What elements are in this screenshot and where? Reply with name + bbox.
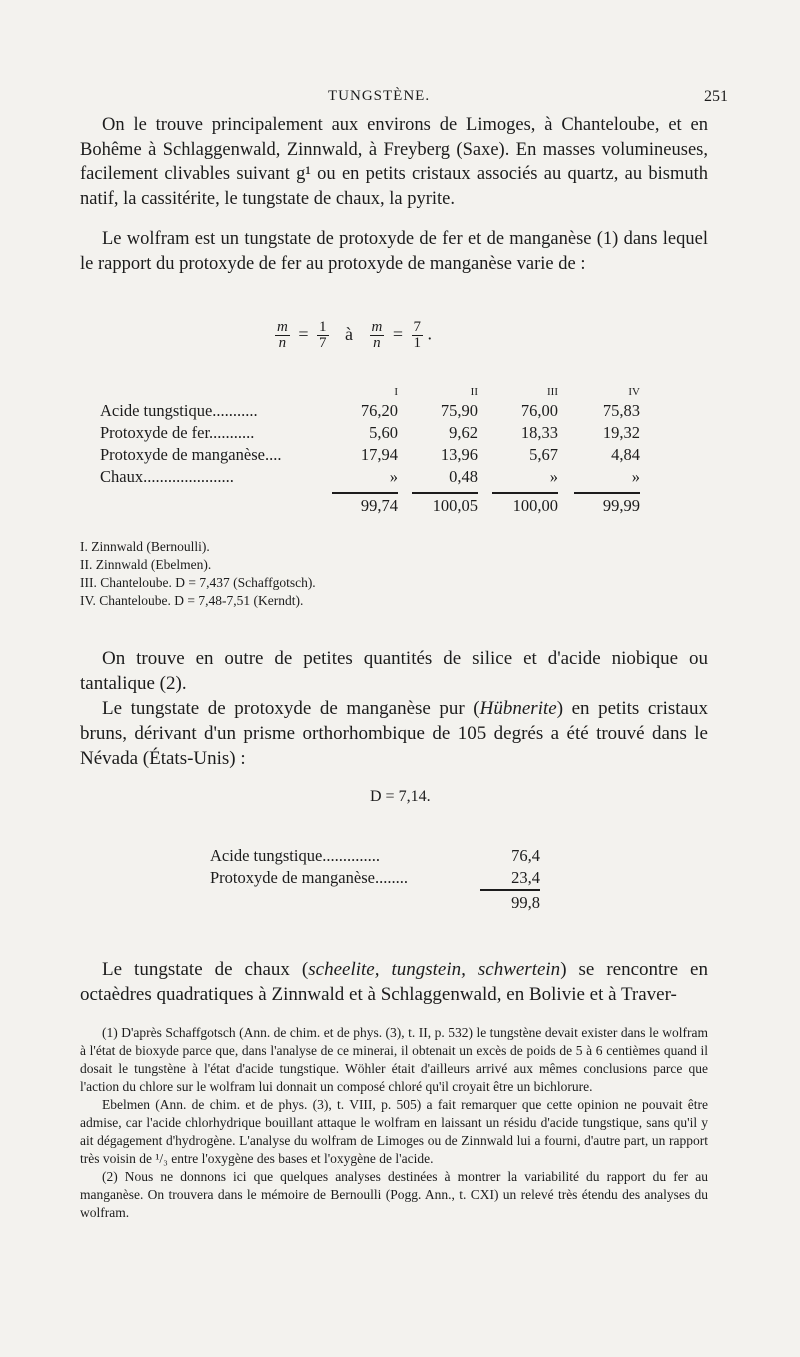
paragraph-text: Le tungstate de protoxyde de manganèse pur (Hübnerite) en petits cristaux bruns, dérivant d'un prisme orthorhombique de 105 degrés a été trouvé dans le Névada (États-Unis) :: [80, 698, 708, 769]
table-total-row: [100, 488, 640, 516]
source-line: IV. Chanteloube. D = 7,48-7,51 (Kerndt).: [80, 593, 304, 608]
ratio-formula: $\frac{m}{n}$ = $\frac{1}{7}$ à $\frac{m}{n}$ = $\frac{7}{1}$ .: [277, 319, 432, 351]
total-cell: 100,05: [412, 492, 478, 516]
table-row: [100, 422, 640, 444]
total-cell: 100,00: [492, 492, 558, 516]
source-line: I. Zinnwald (Bernoulli).: [80, 539, 210, 554]
total-cell: 99,74: [332, 492, 398, 516]
wolfram-analyses-table: [100, 384, 640, 516]
fraction-m-over-n: $\frac{m}{n}$: [371, 319, 383, 351]
table-cell: 19,32: [602, 423, 640, 442]
table-cell: 75,90: [440, 401, 478, 420]
table-row: [210, 867, 540, 889]
table-cell: 17,94: [360, 445, 398, 464]
formula-connector: à: [345, 323, 353, 344]
table-cell: 13,96: [440, 445, 478, 464]
table-cell: 18,33: [520, 423, 558, 442]
footnote: (2) Nous ne donnons ici que quelques analyses destinées à montrer la variabilité du rapport du fer au manganèse. On trouvera dans le mémoire de Bernoulli (Pogg. Ann., t. CXI) un relevé très étendu des analyses du wolfram.: [80, 1169, 708, 1220]
footnote: (1) D'après Schaffgotsch (Ann. de chim. et de phys. (3), t. II, p. 532) le tungstène devait exister dans le wolfram à l'état de bioxyde parce que, dans l'analyse de ce minerai, il obtenait un excès de poids de 5 à 6 centièmes quand il dosait le tungstène à l'état d'acide tungstique. Wöhler était d'ailleurs arrivé aux mêmes conclusions parce que l'action du chlore sur le wolfram lui donnait un composé chloré qu'il croyait être un bichlorure.: [80, 1025, 708, 1094]
paragraph-text: Le tungstate de chaux (scheelite, tungstein, schwertein) se rencontre en octaèdres quadratiques à Zinnwald et à Schlaggenwald, en Bolivie et à Traver-: [80, 959, 708, 1005]
analysis-sources: [80, 538, 316, 610]
footnote: Ebelmen (Ann. de chim. et de phys. (3), t. VIII, p. 505) a fait remarquer que cette opinion ne pouvait être admise, car l'acide chlorhydrique bouillant attaque le wolfram en laissant un résidu d'acide tungstique, sans qu'il y ait dégagement d'hydrogène. L'analyse du wolfram de Limoges ou de Zinnwald lui a fourni, d'autre part, un rapport très voisin de ¹/₃ entre l'oxygène des bases et l'oxygène de l'acide.: [80, 1097, 708, 1166]
running-head-title: TUNGSTÈNE.: [328, 88, 431, 104]
paragraph-scheelite: [80, 957, 708, 1007]
table-cell: 9,62: [449, 423, 478, 442]
paragraph-occurrence: [80, 113, 708, 211]
table-row: [100, 466, 640, 488]
table-row: [210, 845, 540, 867]
total-cell: 99,99: [574, 492, 640, 516]
paragraph-wolfram: [80, 227, 708, 276]
table-cell: 76,4: [511, 846, 540, 865]
row-label: Acide tungstique...........: [100, 401, 258, 420]
paragraph-hubnerite: [80, 646, 708, 771]
row-label: Protoxyde de fer...........: [100, 423, 255, 442]
table-cell: 5,67: [529, 445, 558, 464]
mineral-name: Hübnerite: [479, 698, 557, 719]
row-label: Protoxyde de manganèse........: [210, 868, 408, 887]
table-total-row: [210, 889, 540, 913]
density-value: D = 7,14.: [370, 788, 431, 805]
table-cell: 23,4: [511, 868, 540, 887]
paragraph-text: Le wolfram est un tungstate de protoxyde de fer et de manganèse (1) dans lequel le rapport du protoxyde de fer au protoxyde de manganèse varie de :: [80, 229, 708, 274]
table-row: [100, 444, 640, 466]
paragraph-text: On le trouve principalement aux environs de Limoges, à Chanteloube, et en Bohême à Schlaggenwald, Zinnwald, à Freyberg (Saxe). En masses volumineuses, facilement clivables suivant g¹ ou en petits cristaux associés au quartz, au bismuth natif, la cassitérite, le tungstate de chaux, la pyrite.: [80, 115, 708, 209]
fraction-m-over-n: $\frac{m}{n}$: [277, 319, 288, 351]
column-header: III: [547, 386, 558, 398]
table-cell: 5,60: [369, 423, 398, 442]
table-header-row: [100, 384, 640, 400]
running-head: [80, 88, 728, 112]
table-cell: 75,83: [602, 401, 640, 420]
table-cell: 76,20: [360, 401, 398, 420]
table-cell: »: [549, 467, 558, 486]
source-line: II. Zinnwald (Ebelmen).: [80, 557, 212, 572]
hubnerite-analysis-table: [210, 845, 540, 913]
fraction-left-value: $\frac{1}{7}$: [319, 319, 327, 351]
fraction-right-value: $\frac{7}{1}$: [413, 319, 421, 351]
column-header: IV: [628, 386, 640, 398]
table-cell: 0,48: [449, 467, 478, 486]
paragraph-text: On trouve en outre de petites quantités de silice et d'acide niobique ou tantalique (2).: [80, 648, 708, 694]
table-row: [100, 400, 640, 422]
footnotes: [80, 1024, 708, 1222]
source-line: III. Chanteloube. D = 7,437 (Schaffgotsch).: [80, 575, 316, 590]
page-number: 251: [704, 88, 728, 105]
table-cell: 76,00: [520, 401, 558, 420]
row-label: Protoxyde de manganèse....: [100, 445, 282, 464]
column-header: I: [394, 386, 398, 398]
row-label: Acide tungstique..............: [210, 846, 381, 865]
table-cell: »: [631, 467, 640, 486]
column-header: II: [470, 386, 478, 398]
table-cell: »: [389, 467, 398, 486]
mineral-names: scheelite, tungstein, schwertein: [308, 959, 561, 980]
table-cell: 4,84: [611, 445, 640, 464]
row-label: Chaux......................: [100, 467, 234, 486]
total-cell: 99,8: [480, 889, 540, 913]
